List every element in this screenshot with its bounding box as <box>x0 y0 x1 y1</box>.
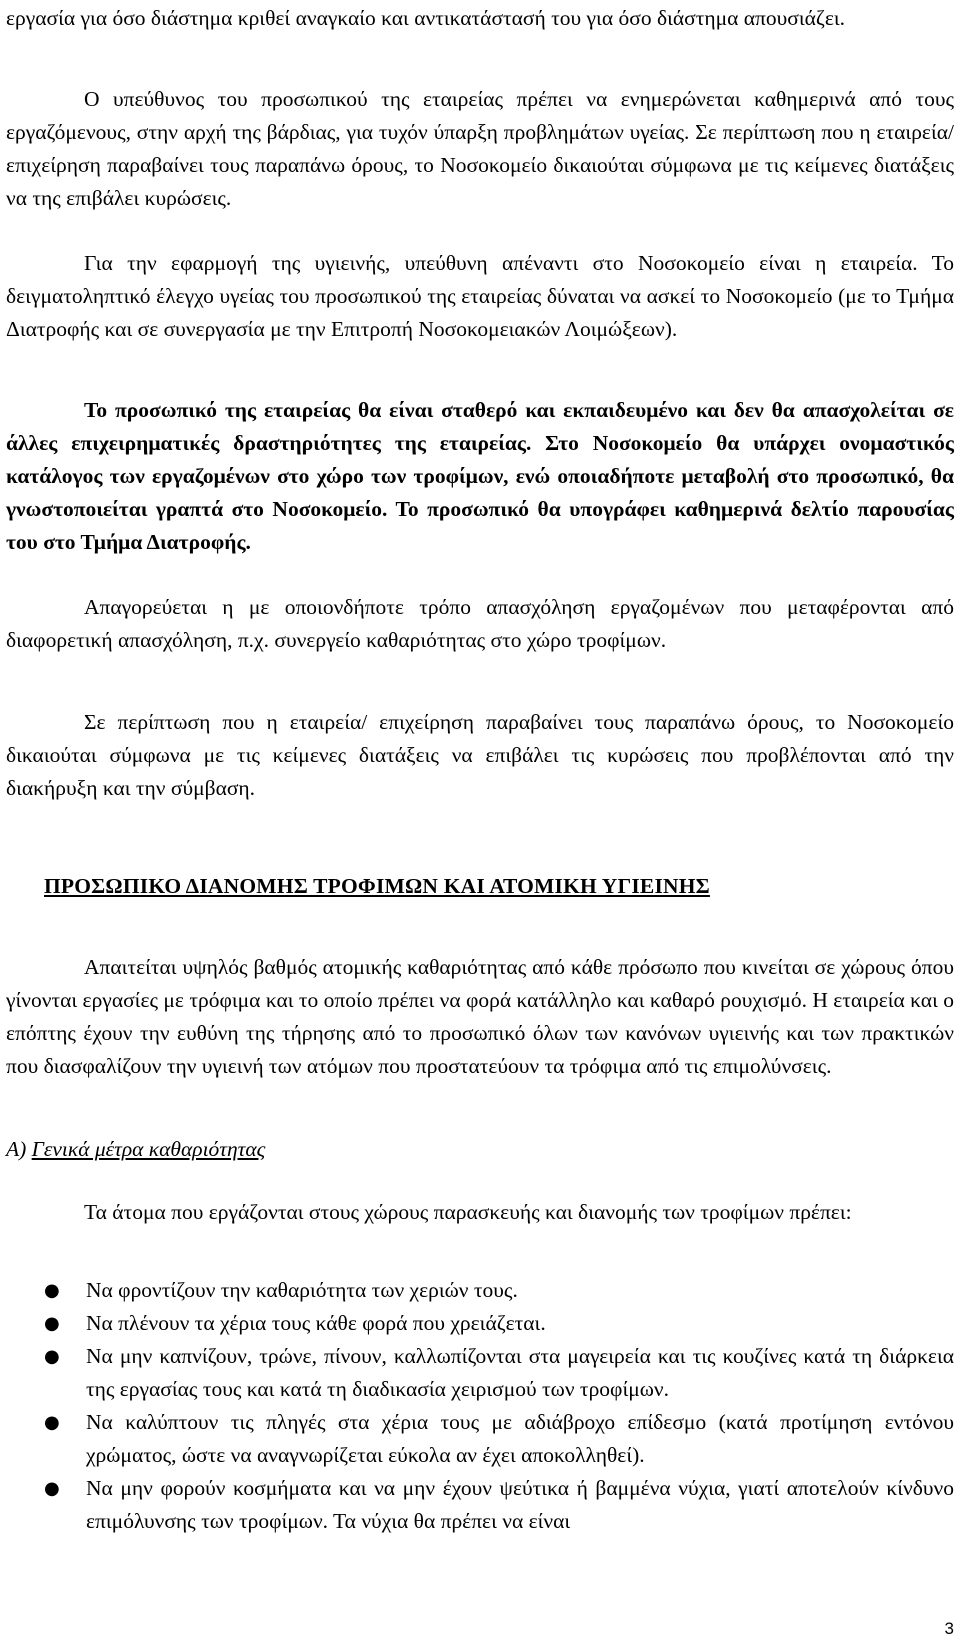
paragraph-prohibition: Απαγορεύεται η με οποιονδήποτε τρόπο απασχόληση εργαζομένων που μεταφέρονται από διαφορετική απασχόληση, π.χ. συνεργείο καθαριότητας στο χώρο τροφίμων. <box>6 595 954 652</box>
paragraph-hygiene-responsibility: Για την εφαρμογή της υγιεινής, υπεύθυνη απέναντι στο Νοσοκομείο είναι η εταιρεία. Το δειγματοληπτικό έλεγχο υγείας του προσωπικού της εταιρείας δύναται να ασκεί το Νοσοκομείο (με το Τμήμα Διατροφής και σε συνεργασία με την Επιτροπή Νοσοκομειακών Λοιμώξεων). <box>6 251 954 341</box>
paragraph-personal-hygiene: Απαιτείται υψηλός βαθμός ατομικής καθαριότητας από κάθε πρόσωπο που κινείται σε χώρους όπου γίνονται εργασίες με τρόφιμα και το οποίο πρέπει να φορά κατάλληλο και καθαρό ρουχισμό. Η εταιρεία και ο επόπτης έχουν την ευθύνη της τήρησης από το προσωπικό όλων των κανόνων υγιεινής και των πρακτικών που διασφαλίζουν την υγιεινή των ατόμων που προστατεύουν τα τρόφιμα από τις επιμολύνσεις. <box>6 955 954 1078</box>
list-item: ● Να μην καπνίζουν, τρώνε, πίνουν, καλλωπίζονται στα μαγειρεία και τις κουζίνες κατά τη διάρκεια της εργασίας τους και κατά τη διαδικασία χειρισμού των τροφίμων. <box>6 1340 954 1406</box>
bullet-icon: ● <box>44 1280 60 1301</box>
list-item: ● Να φροντίζουν την καθαριότητα των χεριών τους. <box>6 1274 954 1307</box>
list-item: ● Να μην φορούν κοσμήματα και να μην έχουν ψεύτικα ή βαμμένα νύχια, γιατί αποτελούν κίνδυνο επιμόλυνσης των τροφίμων. Τα νύχια θα πρέπει να είναι <box>6 1472 954 1538</box>
paragraph-sanctions: Σε περίπτωση που η εταιρεία/ επιχείρηση παραβαίνει τους παραπάνω όρους, το Νοσοκομείο δικαιούται σύμφωνα με τις κείμενες διατάξεις να επιβάλει τις κυρώσεις που προβλέπονται από την διακήρυξη και την σύμβαση. <box>6 710 954 800</box>
hygiene-rules-list <box>6 1274 954 1538</box>
list-item: ● Να πλένουν τα χέρια τους κάθε φορά που χρειάζεται. <box>6 1307 954 1340</box>
bullet-icon: ● <box>44 1313 60 1334</box>
paragraph-health-reporting: Ο υπεύθυνος του προσωπικού της εταιρείας πρέπει να ενημερώνεται καθημερινά από τους εργαζόμενους, στην αρχή της βάρδιας, για τυχόν ύπαρξη προβλημάτων υγείας. Σε περίπτωση που η εταιρεία/επιχείρηση παραβαίνει τους παραπάνω όρους, το Νοσοκομείο δικαιούται σύμφωνα με τις κείμενες διατάξεις να της επιβάλει κυρώσεις. <box>6 87 954 210</box>
paragraph-staff-stability: Το προσωπικό της εταιρείας θα είναι σταθερό και εκπαιδευμένο και δεν θα απασχολείται σε άλλες επιχειρηματικές δραστηριότητες της εταιρείας. Στο Νοσοκομείο θα υπάρχει ονομαστικός κατάλογος των εργαζομένων στο χώρο των τροφίμων, ενώ οποιαδήποτε μεταβολή στο προσωπικό, θα γνωστοποιείται γραπτά στο Νοσοκομείο. Το προσωπικό θα υπογράφει καθημερινά δελτίο παρουσίας του στο Τμήμα Διατροφής. <box>6 398 954 554</box>
bullet-icon: ● <box>44 1478 60 1499</box>
list-item: ● Να καλύπτουν τις πληγές στα χέρια τους με αδιάβροχο επίδεσμο (κατά προτίμηση εντόνου χρώματος, ώστε να αναγνωρίζεται εύκολα αν έχει αποκολληθεί). <box>6 1406 954 1472</box>
subheading-general-cleanliness: Α) Γενικά μέτρα καθαριότητας <box>6 1137 266 1161</box>
bullet-icon: ● <box>44 1346 60 1367</box>
paragraph-continuation: εργασία για όσο διάστημα κριθεί αναγκαίο και αντικατάστασή του για όσο διάστημα απουσιάζει. <box>6 6 846 30</box>
bullet-icon: ● <box>44 1412 60 1433</box>
section-heading: ΠΡΟΣΩΠΙΚΟ ΔΙΑΝΟΜΗΣ ΤΡΟΦΙΜΩΝ ΚΑΙ ΑΤΟΜΙΚΗ ΥΓΙΕΙΝΗΣ <box>44 874 710 898</box>
paragraph-list-intro: Τα άτομα που εργάζονται στους χώρους παρασκευής και διανομής των τροφίμων πρέπει: <box>84 1200 852 1224</box>
page-number: 3 <box>944 1619 954 1638</box>
